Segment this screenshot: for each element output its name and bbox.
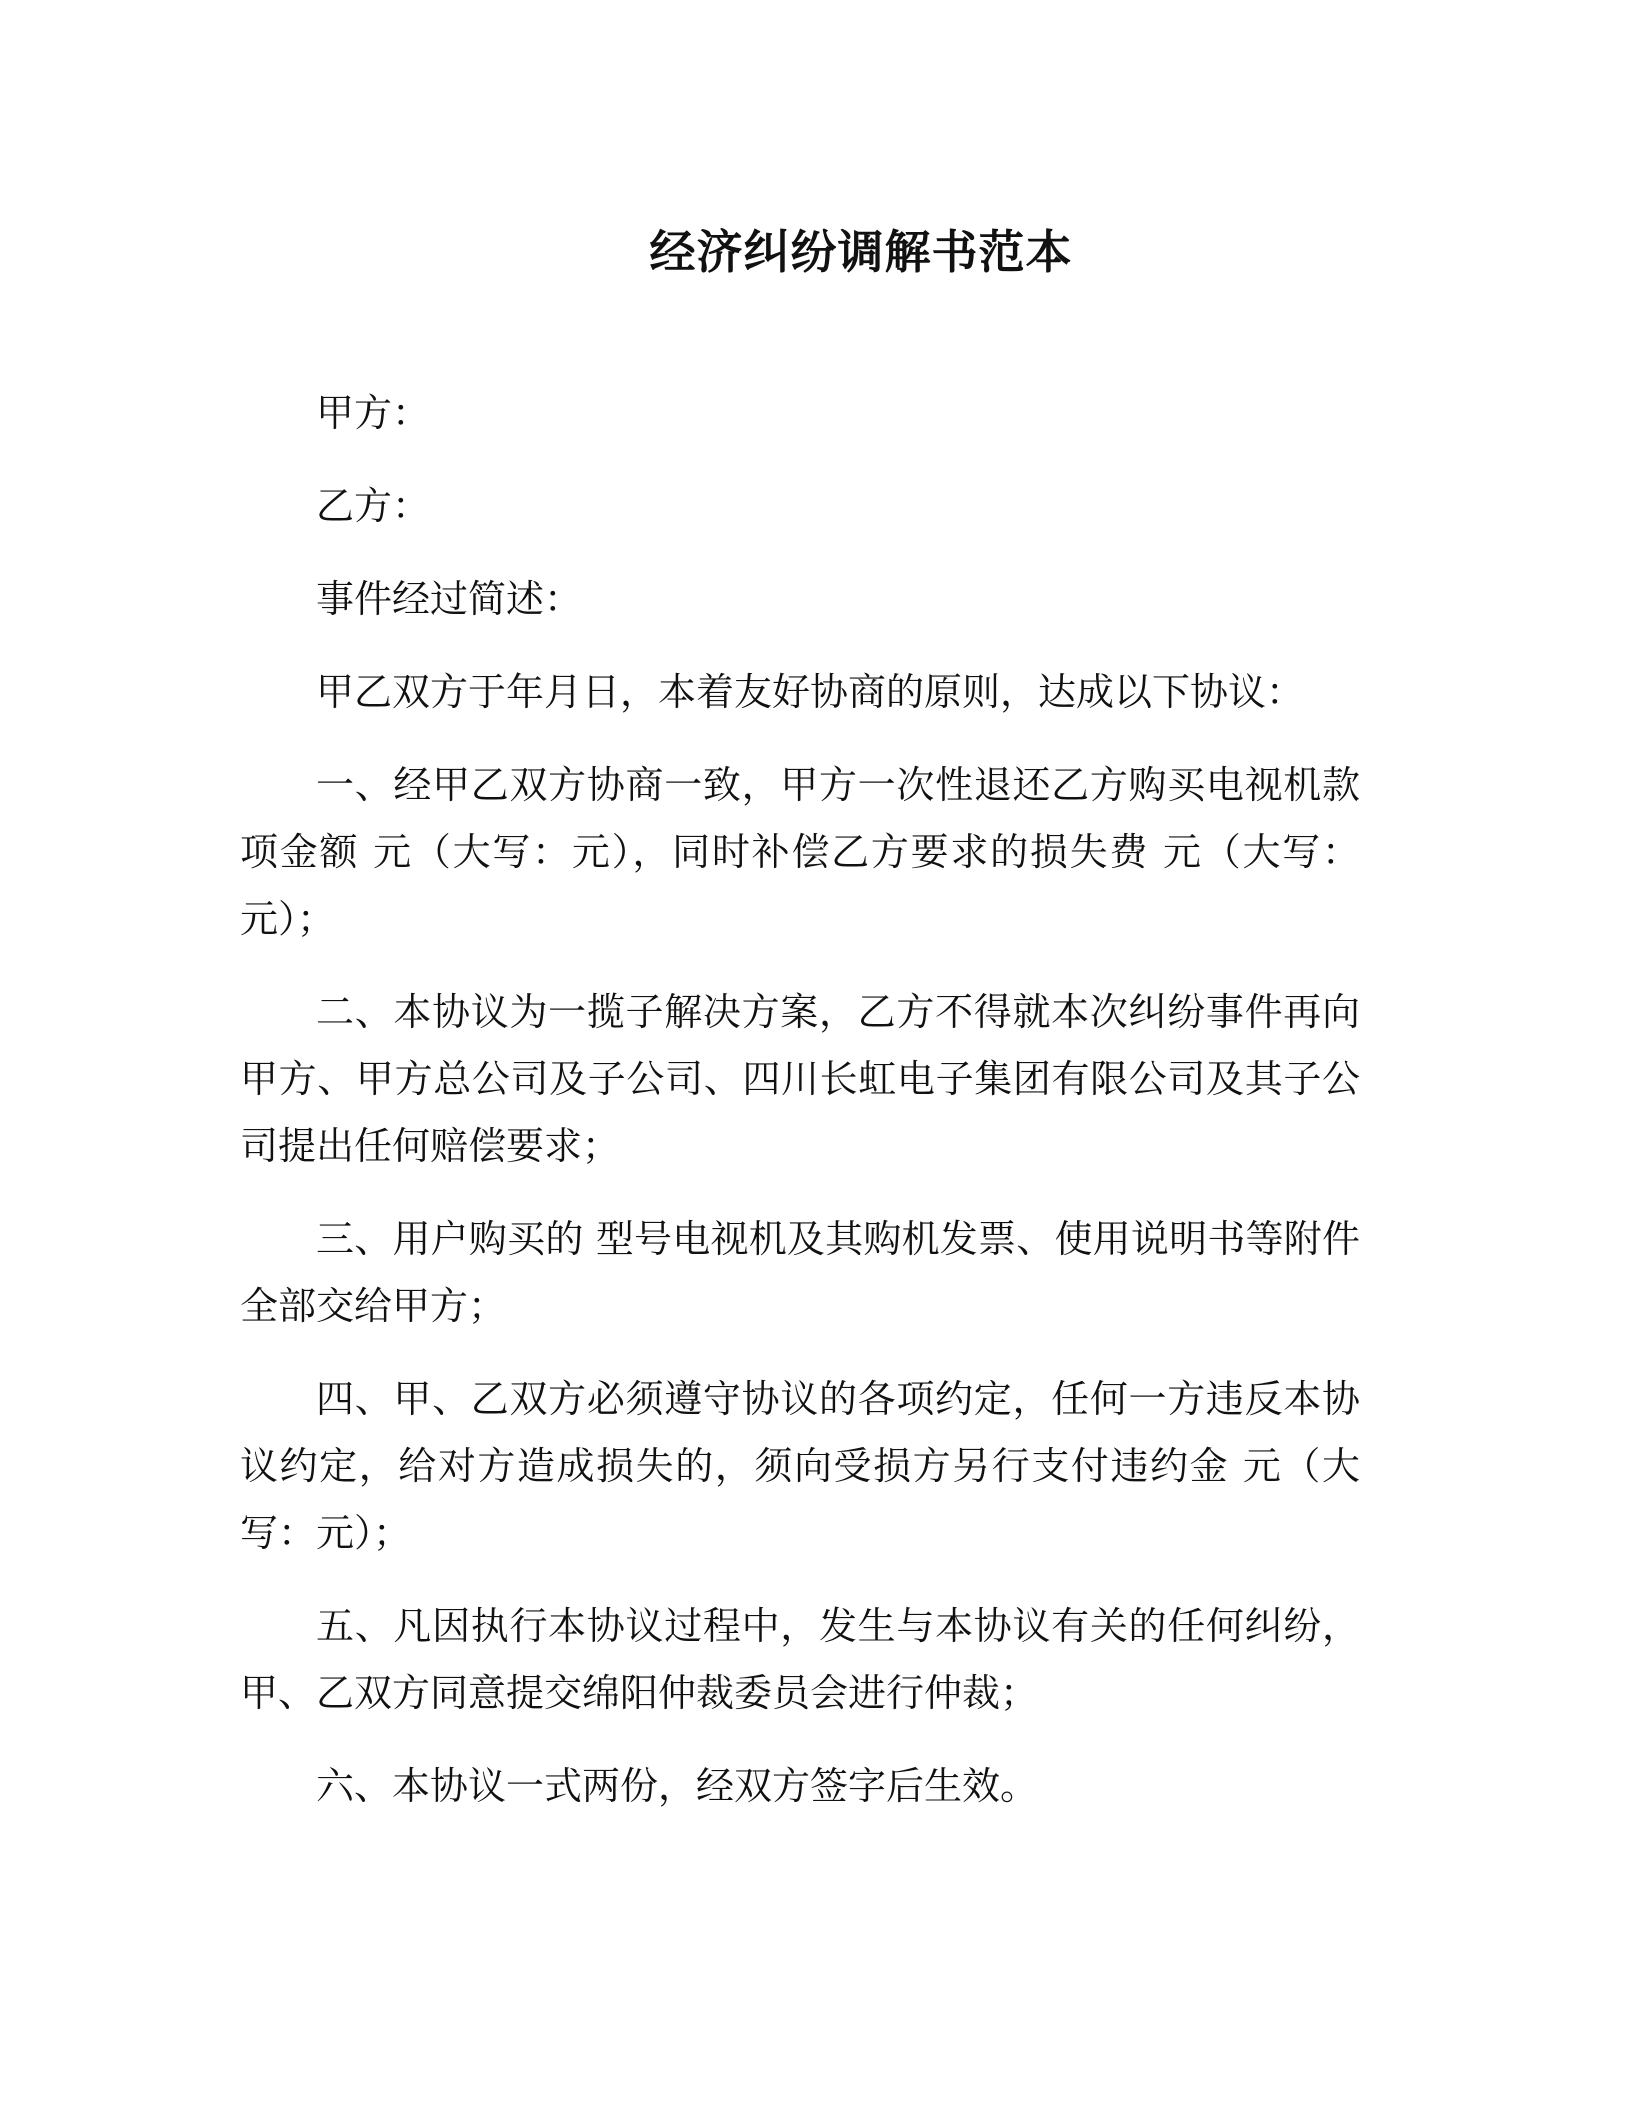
clause-2: 二、本协议为一揽子解决方案，乙方不得就本次纠纷事件再向甲方、甲方总公司及子公司、四川长虹电子集团有限公司及其子公司提出任何赔偿要求；	[240, 990, 1360, 1168]
document-title: 经济纠纷调解书范本	[649, 225, 1073, 279]
clause-6: 六、本协议一式两份，经双方签字后生效。	[316, 1764, 1039, 1808]
clause-4: 四、甲、乙双方必须遵守协议的各项约定，任何一方违反本协议约定，给对方造成损失的，须向受损方另行支付违约金 元（大写：元）；	[240, 1377, 1360, 1555]
agreement-intro: 甲乙双方于年月日，本着友好协商的原则，达成以下协议：	[316, 670, 1305, 714]
event-summary-field: 事件经过简述：	[316, 577, 583, 621]
document-body	[240, 380, 1360, 1846]
party-b-field: 乙方：	[316, 484, 431, 528]
party-a-field: 甲方：	[316, 391, 431, 435]
clause-3: 三、用户购买的 型号电视机及其购机发票、使用说明书等附件全部交给甲方；	[240, 1217, 1360, 1328]
clause-1: 一、经甲乙双方协商一致，甲方一次性退还乙方购买电视机款项金额 元（大写：元），同时补偿乙方要求的损失费 元（大写： 元）；	[240, 763, 1360, 941]
clause-5: 五、凡因执行本协议过程中，发生与本协议有关的任何纠纷，甲、乙双方同意提交绵阳仲裁委员会进行仲裁；	[240, 1604, 1360, 1715]
